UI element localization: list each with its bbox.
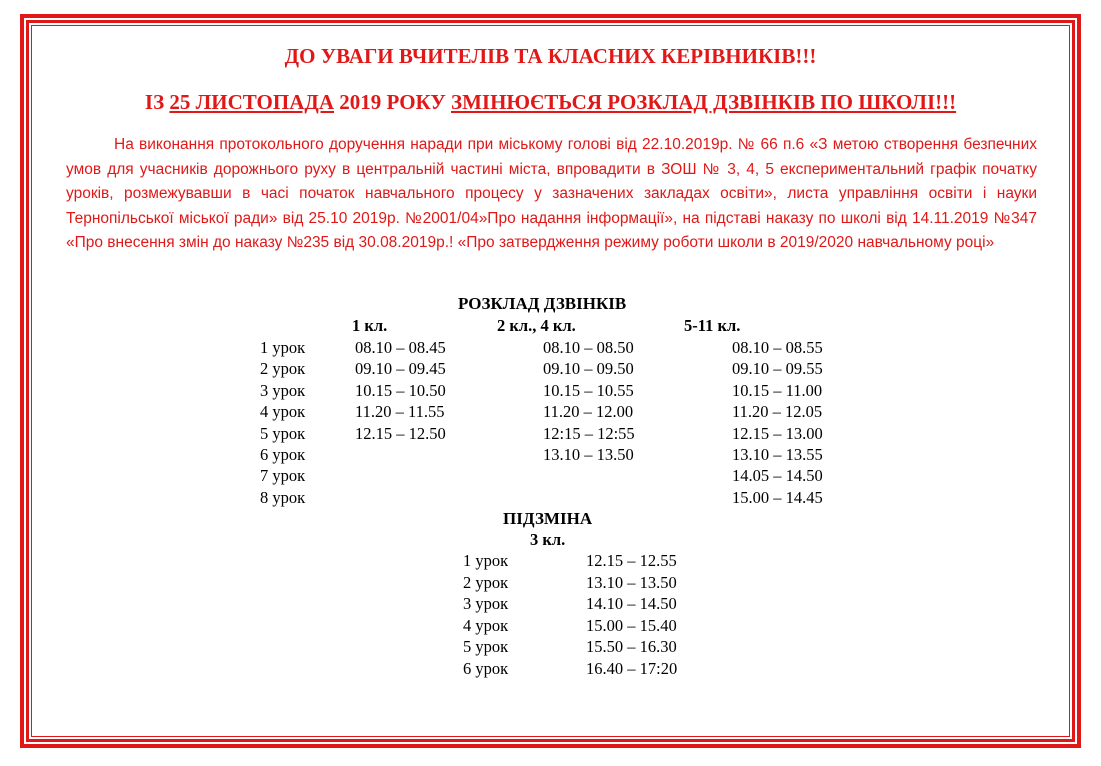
shift-lesson-number: 1 урок (463, 551, 509, 570)
time-grade5-11: 13.10 – 13.55 (732, 445, 823, 464)
col-header-grade1: 1 кл. (352, 316, 388, 335)
col-header-grade5-11: 5-11 кл. (684, 316, 741, 335)
order-paragraph: На виконання протокольного доручення наради при міському голові від 22.10.2019р. № 66 п.6 «З метою створення безпечних умов для учасників дорожнього руху в центральній частині міста, впровадити в ЗОШ № 3, 4, 5 експериментальний графік початку уроків, розмежувавши в часі початок навчального процесу у зазначених закладах освіти», листа управління освіти і науки Тернопільської міської ради» від 25.10 2019р. №2001/04»Про надання інформації», на підставі наказу по школі від 14.11.2019 №347 «Про внесення змін до наказу №235 від 30.08.2019р.! «Про затвердження режиму роботи школи в 2019/2020 навчальному році» (66, 136, 1037, 251)
second-shift-col-header: 3 кл. (530, 530, 566, 549)
time-grade2-4: 11.20 – 12.00 (543, 402, 634, 422)
lesson-number: 1 урок (260, 338, 306, 357)
lesson-number: 6 урок (260, 445, 306, 464)
shift-time: 15.00 – 15.40 (586, 615, 677, 635)
lesson-number: 5 урок (260, 423, 306, 443)
schedule-title: РОЗКЛАД ДЗВІНКІВ (458, 294, 627, 313)
shift-lesson-number: 6 урок (463, 659, 509, 678)
col-header-grade2-4: 2 кл., 4 кл. (497, 316, 576, 335)
shift-lesson-number: 3 урок (463, 594, 509, 614)
time-grade5-11: 11.20 – 12.05 (732, 402, 823, 422)
time-grade1: 11.20 – 11.55 (355, 402, 445, 422)
time-grade1: 12.15 – 12.50 (355, 423, 446, 443)
announcement-subheading (0, 90, 1101, 115)
time-grade2-4: 09.10 – 09.50 (543, 359, 634, 379)
lesson-number: 7 урок (260, 466, 306, 486)
lesson-number: 8 урок (260, 487, 306, 507)
subheading-date: 25 ЛИСТОПАДА (169, 90, 334, 114)
second-shift-title: ПІДЗМІНА (503, 509, 593, 528)
announcement-heading: ДО УВАГИ ВЧИТЕЛІВ ТА КЛАСНИХ КЕРІВНИКІВ!!! (284, 44, 817, 68)
time-grade2-4: 08.10 – 08.50 (543, 338, 634, 357)
subheading-year: 2019 РОКУ (333, 90, 451, 114)
time-grade5-11: 10.15 – 11.00 (732, 380, 823, 400)
lesson-number: 3 урок (260, 380, 306, 400)
time-grade5-11: 09.10 – 09.55 (732, 359, 823, 379)
lesson-number: 2 урок (260, 359, 306, 379)
time-grade2-4: 10.15 – 10.55 (543, 380, 634, 400)
shift-lesson-number: 4 урок (463, 615, 509, 635)
time-grade2-4: 13.10 – 13.50 (543, 445, 634, 464)
shift-lesson-number: 2 урок (463, 572, 509, 592)
time-grade5-11: 12.15 – 13.00 (732, 423, 823, 443)
lesson-number: 4 урок (260, 402, 306, 422)
time-grade2-4: 12:15 – 12:55 (543, 423, 635, 443)
subheading-prefix: ІЗ (144, 90, 170, 114)
time-grade1: 08.10 – 08.45 (355, 338, 446, 357)
time-grade1: 10.15 – 10.50 (355, 380, 446, 400)
subheading-message: ЗМІНЮЄТЬСЯ РОЗКЛАД ДЗВІНКІВ ПО ШКОЛІ!!! (451, 90, 957, 114)
shift-lesson-number: 5 урок (463, 637, 509, 657)
shift-time: 12.15 – 12.55 (586, 551, 677, 570)
shift-time: 15.50 – 16.30 (586, 637, 677, 657)
time-grade5-11: 08.10 – 08.55 (732, 338, 823, 357)
shift-time: 14.10 – 14.50 (586, 594, 677, 614)
time-grade1: 09.10 – 09.45 (355, 359, 446, 379)
time-grade5-11: 14.05 – 14.50 (732, 466, 823, 486)
shift-time: 13.10 – 13.50 (586, 572, 677, 592)
shift-time: 16.40 – 17:20 (586, 659, 678, 678)
time-grade5-11: 15.00 – 14.45 (732, 487, 823, 507)
